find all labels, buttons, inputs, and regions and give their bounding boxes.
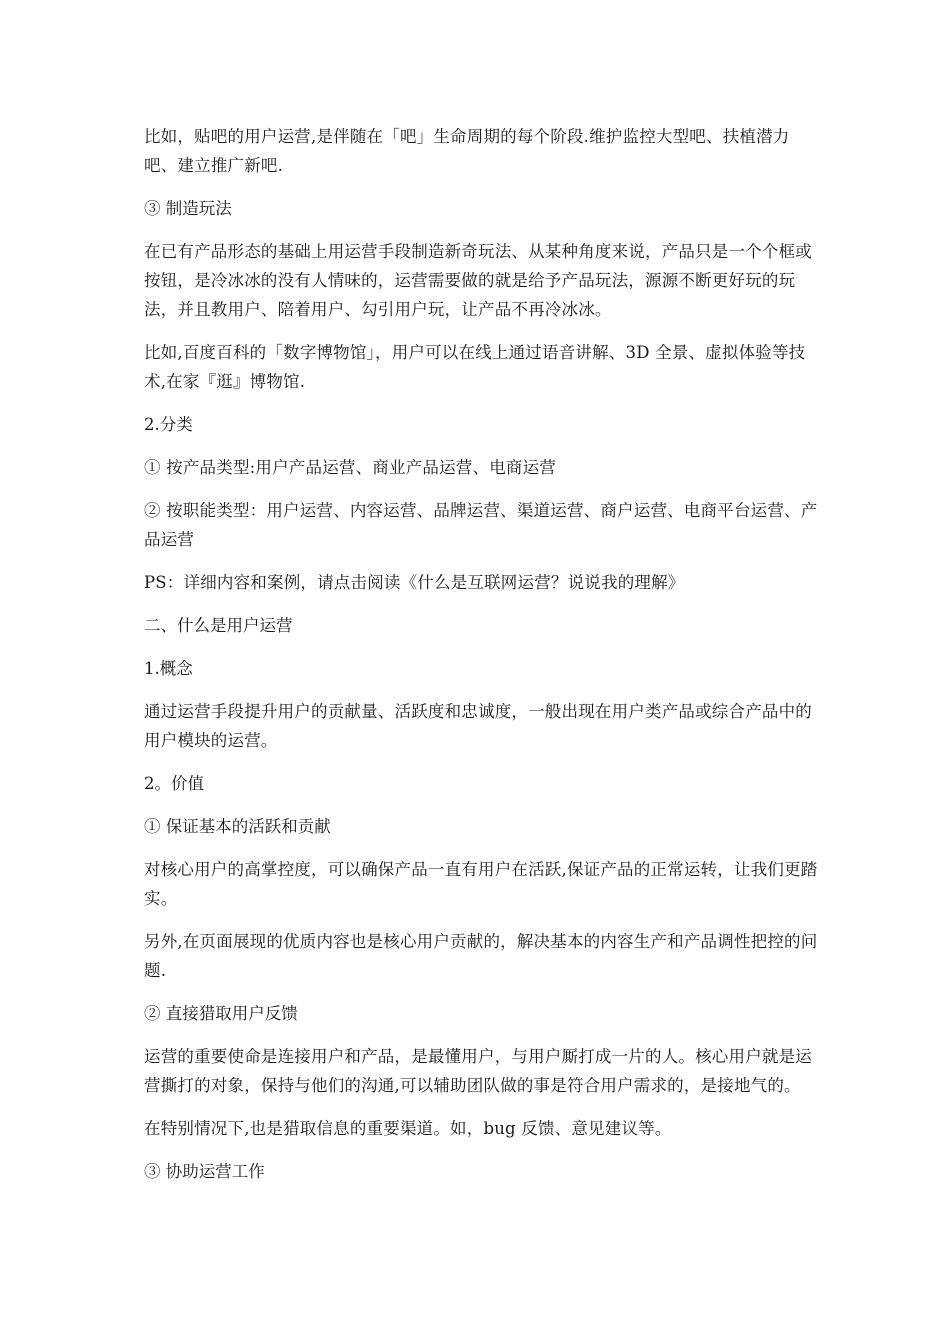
paragraph-connect-users: 运营的重要使命是连接用户和产品，是最懂用户，与用户厮打成一片的人。核心用户就是运营撕打的对象，保持与他们的沟通,可以辅助团队做的事是符合用户需求的，是接地气的。 — [144, 1047, 812, 1095]
list-item-product-type: ① 按产品类型:用户产品运营、商业产品运营、电商运营 — [144, 458, 557, 477]
list-item-function-type: ② 按职能类型：用户运营、内容运营、品牌运营、渠道运营、商户运营、电商平台运营、产品运营 — [144, 501, 818, 549]
paragraph-quality-content: 另外,在页面展现的优质内容也是核心用户贡献的，解决基本的内容生产和产品调性把控的问题. — [144, 932, 818, 980]
heading-what-is-user-operation: 二、什么是用户运营 — [144, 616, 293, 635]
paragraph-ps-reading-link: PS：详细内容和案例，请点击阅读《什么是互联网运营？说说我的理解》 — [144, 573, 685, 592]
paragraph-concept-description: 通过运营手段提升用户的贡献量、活跃度和忠诚度，一般出现在用户类产品或综合产品中的用户模块的运营。 — [144, 702, 812, 750]
heading-classification: 2.分类 — [144, 415, 193, 434]
heading-assist-operations: ③ 协助运营工作 — [144, 1162, 265, 1181]
heading-ensure-activity: ① 保证基本的活跃和贡献 — [144, 817, 331, 836]
heading-user-feedback: ② 直接猎取用户反馈 — [144, 1004, 298, 1023]
paragraph-baike-example: 比如,百度百科的「数字博物馆」，用户可以在线上通过语音讲解、3D 全景、虚拟体验等技术,在家『逛』博物馆. — [144, 343, 806, 391]
heading-create-gameplay: ③ 制造玩法 — [144, 199, 232, 218]
paragraph-gameplay-description: 在已有产品形态的基础上用运营手段制造新奇玩法、从某种角度来说，产品只是一个个框或按钮，是冷冰冰的没有人情味的，运营需要做的就是给予产品玩法，源源不断更好玩的玩法，并且教用户、陪着用户、勾引用户玩，让产品不再冷冰冰。 — [144, 242, 812, 319]
paragraph-tieba-example: 比如，贴吧的用户运营,是伴随在「吧」生命周期的每个阶段.维护监控大型吧、扶植潜力吧、建立推广新吧. — [144, 127, 790, 175]
paragraph-special-channel: 在特别情况下,也是猎取信息的重要渠道。如，bug 反馈、意见建议等。 — [144, 1119, 672, 1138]
paragraph-core-user-control: 对核心用户的高掌控度，可以确保产品一直有用户在活跃,保证产品的正常运转，让我们更踏实。 — [144, 860, 818, 908]
heading-concept: 1.概念 — [144, 659, 193, 678]
heading-value: 2。价值 — [144, 774, 204, 793]
document-body — [144, 122, 820, 1200]
